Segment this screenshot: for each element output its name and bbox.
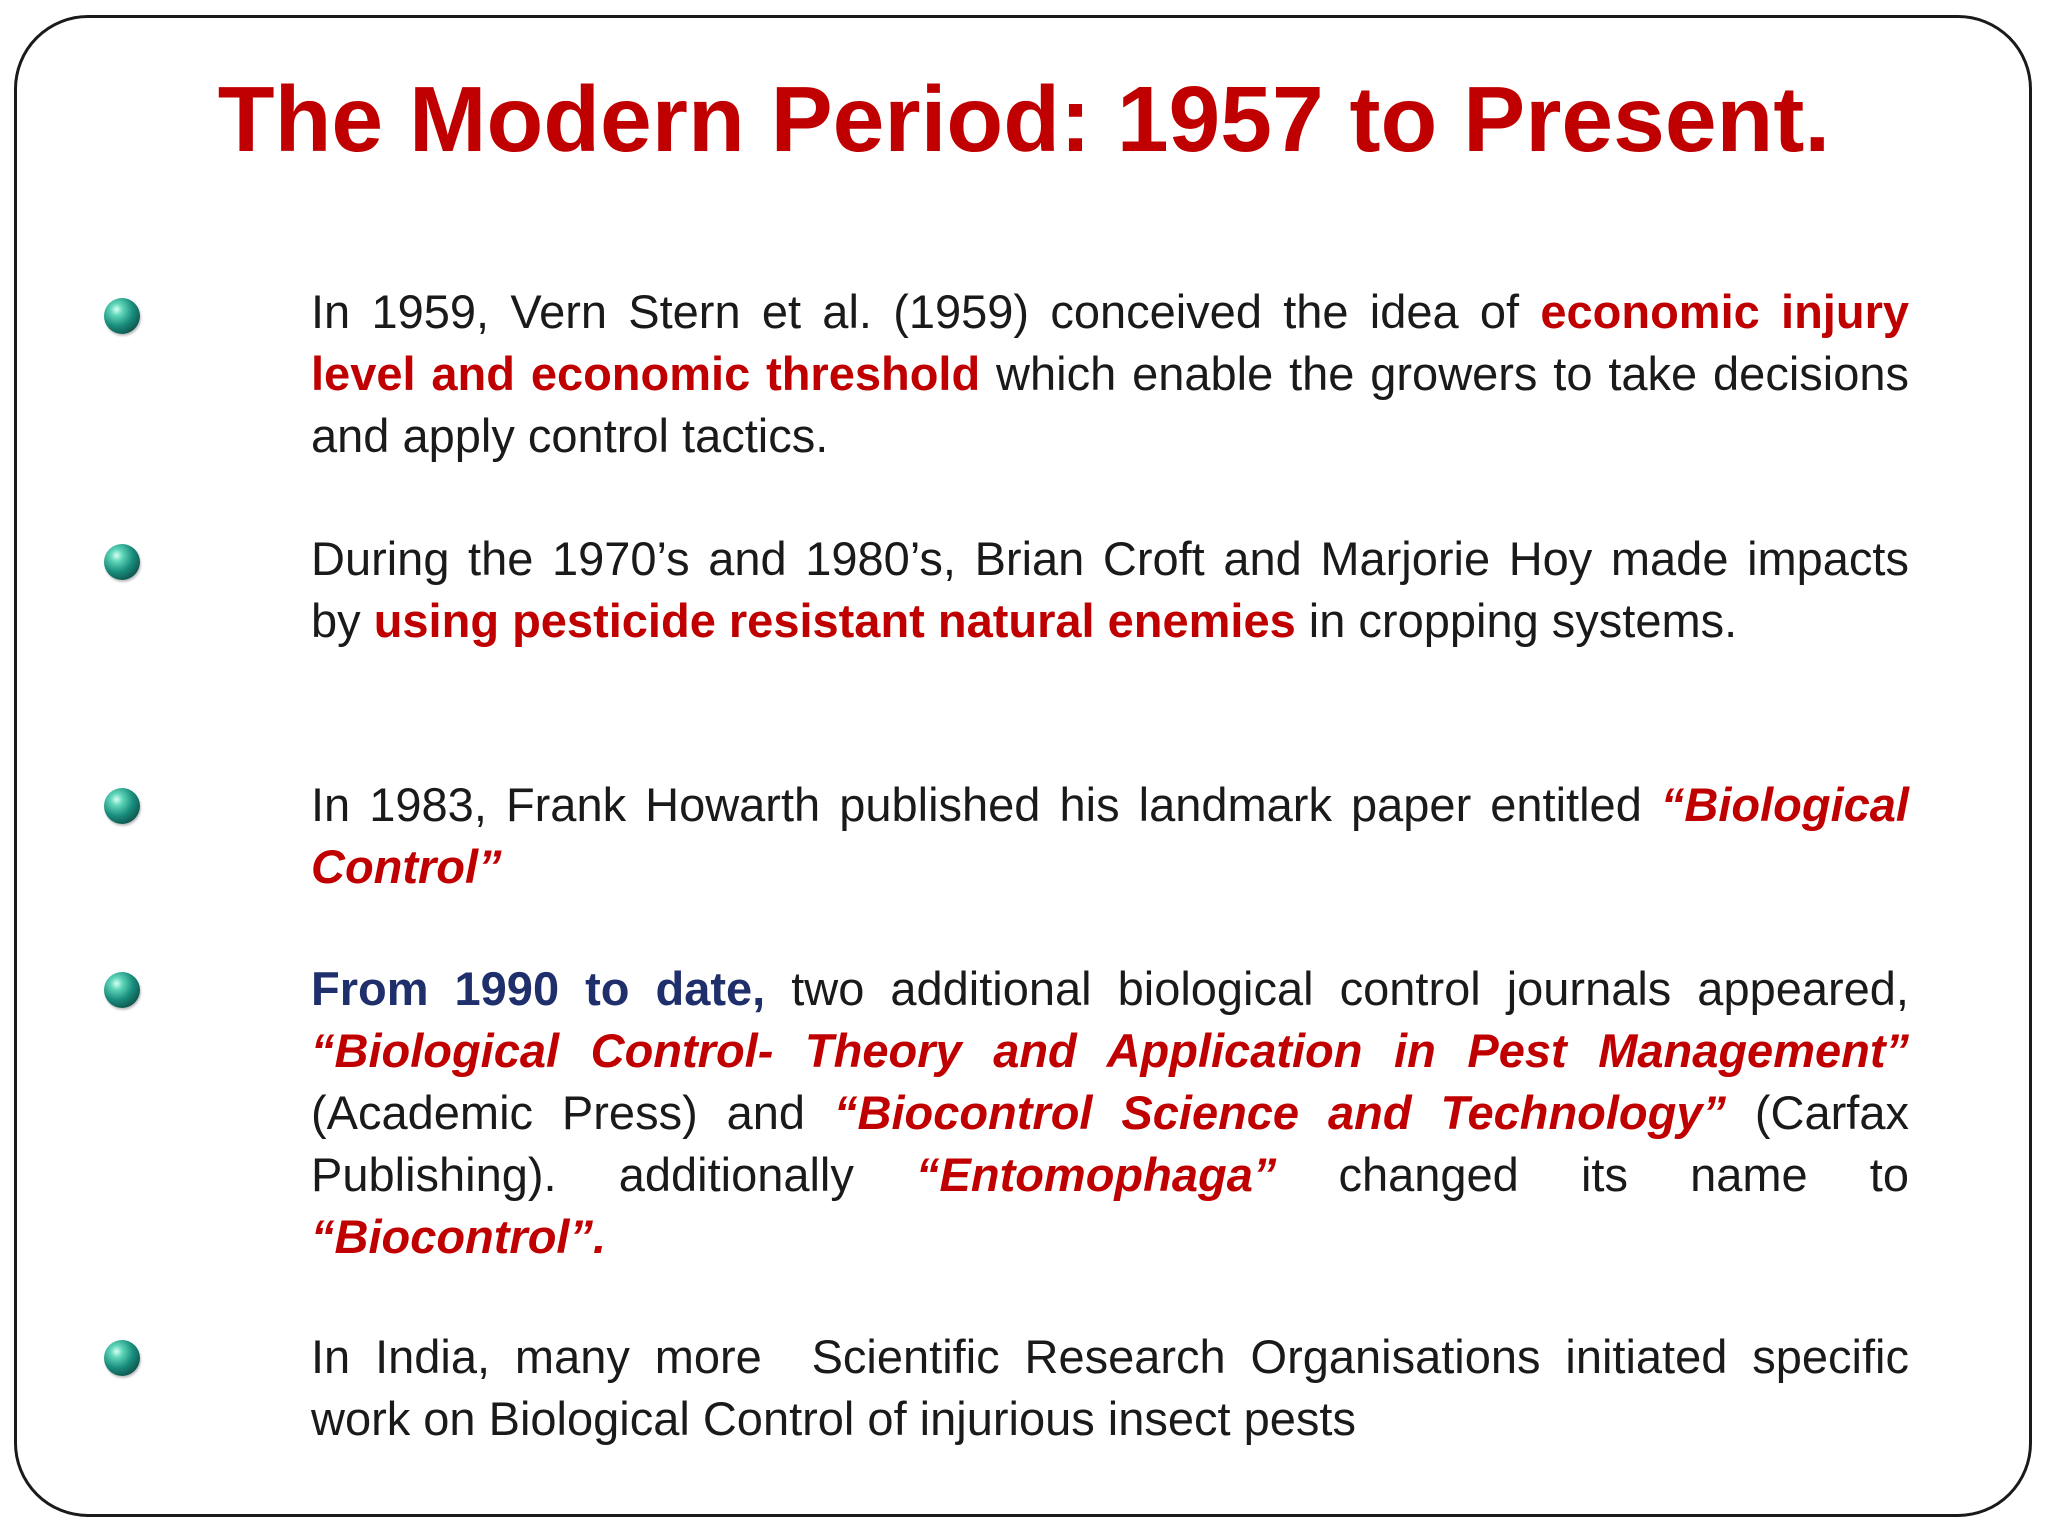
journal-title: “Biocontrol”. — [311, 1210, 607, 1263]
bullet-icon — [104, 788, 140, 824]
journal-title: “Biocontrol Science and Technology” — [834, 1086, 1726, 1139]
text-segment: In 1983, Frank Howarth published his landmark paper entitled — [311, 778, 1661, 831]
bullet-text-1 — [311, 281, 1909, 467]
slide-frame — [14, 15, 2032, 1517]
journal-title: “Entomophaga” — [916, 1148, 1277, 1201]
text-segment: changed its name to — [1276, 1148, 1909, 1201]
text-segment: In India, many more Scientific Research Organisations initiated specific work on Biological Control of injurious insect pests — [311, 1330, 1923, 1445]
bullet-icon — [104, 972, 140, 1008]
journal-title: “Biological Control- Theory and Application in Pest Management” — [311, 1024, 1909, 1077]
bullet-text-5 — [311, 1326, 1923, 1450]
highlight-text: using pesticide resistant natural enemies — [373, 594, 1296, 647]
text-segment: In 1959, Vern Stern et al. (1959) conceived the idea of — [311, 285, 1541, 338]
bullet-text-2 — [311, 528, 1909, 652]
text-segment: which enable the growers to take decisions and apply control tactics. — [311, 347, 1909, 462]
paper-title: “Biological Control” — [311, 778, 1909, 893]
text-segment: During the 1970’s and 1980’s, Brian Croft and Marjorie Hoy made impacts by — [311, 532, 1909, 647]
bullet-icon — [104, 544, 140, 580]
bullet-text-4 — [311, 958, 1988, 1268]
highlight-text: economic injury level and economic threshold — [311, 285, 1910, 400]
slide-title: The Modern Period: 1957 to Present. — [217, 67, 1831, 171]
date-range-text: From 1990 to date, — [311, 962, 766, 1015]
text-segment: (Academic Press) and — [311, 1024, 1936, 1139]
text-segment: two additional biological control journals appeared, — [765, 962, 1909, 1015]
text-segment: in cropping systems. — [1295, 594, 1738, 647]
bullet-icon — [104, 298, 140, 334]
bullet-text-3 — [311, 774, 1909, 898]
bullet-icon — [104, 1340, 140, 1376]
text-segment: (Carfax Publishing). additionally — [311, 1086, 1988, 1201]
